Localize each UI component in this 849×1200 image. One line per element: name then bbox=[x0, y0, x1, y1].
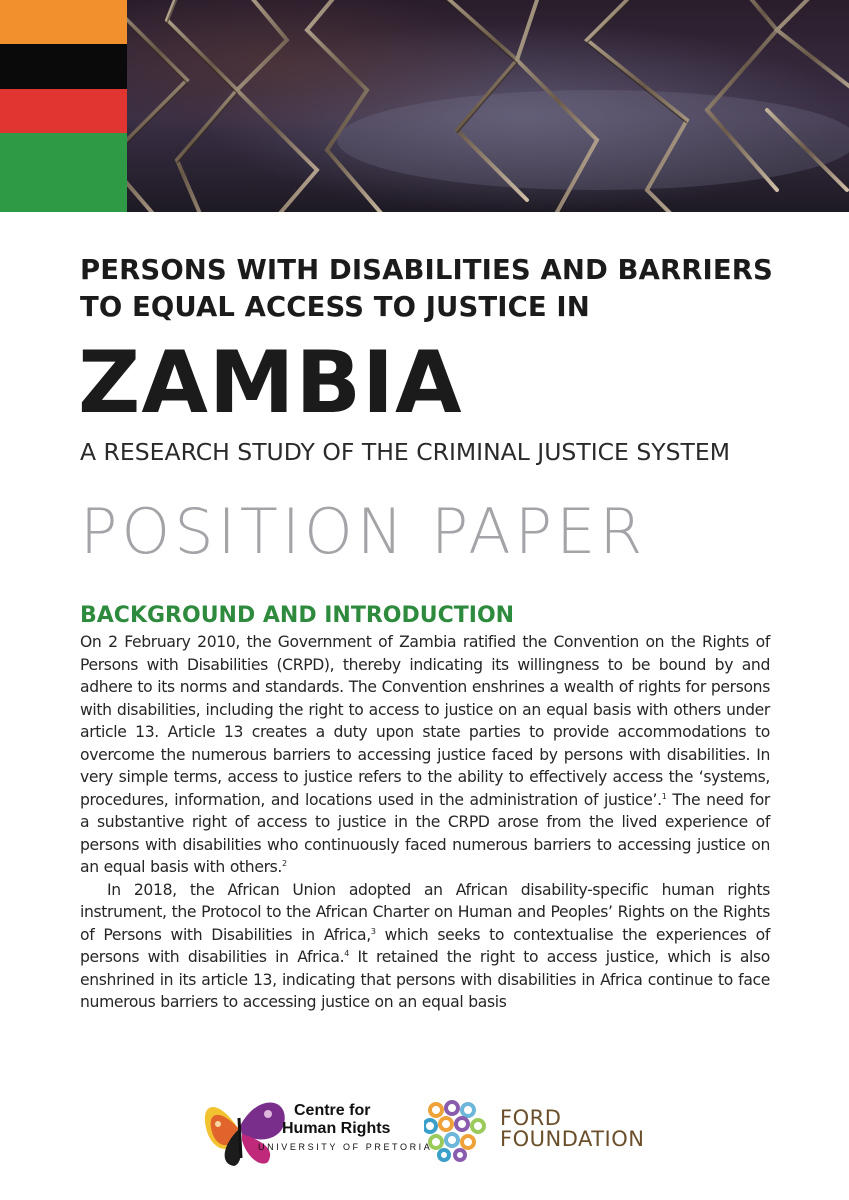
paragraph-2 bbox=[80, 879, 770, 1014]
ford-name-line-1: FORD bbox=[500, 1106, 562, 1130]
header-banner bbox=[0, 0, 849, 212]
ford-foundation-circles-icon bbox=[424, 1100, 488, 1162]
paragraph-2-text-b: which seeks to contextualise the experiences of persons with disabilities in Africa. bbox=[80, 925, 770, 966]
section-heading: BACKGROUND AND INTRODUCTION bbox=[80, 603, 515, 628]
chr-name-line-2: Human Rights bbox=[282, 1120, 391, 1137]
paragraph-1-text-a: On 2 February 2010, the Government of Zambia ratified the Convention on the Rights of Persons with Disabilities (CRPD), thereby indicating its willingness to be bound by and adhere to its norms and standards. The Convention enshrines a wealth of rights for persons with disabilities, including the right to access to justice on an equal basis with others under article 13. Article 13 creates a duty upon state parties to provide accommodations to overcome the numerous barriers to accessing justice faced by persons with disabilities. In very simple terms, access to justice refers to the ability to effectively access the ‘systems, procedures, information, and locations used in the administration of justice’. bbox=[80, 633, 770, 809]
paragraph-1-text-b: The need for a substantive right of access to justice in the CRPD arose from the lived experience of persons with disabilities who continuously faced numerous barriers to accessing justice on an equal basis with others. bbox=[80, 790, 770, 876]
chr-name-line-1: Centre for bbox=[294, 1102, 371, 1119]
title-country: ZAMBIA bbox=[78, 333, 463, 433]
flag-stripe-black bbox=[0, 44, 127, 89]
document-subtitle: A RESEARCH STUDY OF THE CRIMINAL JUSTICE SYSTEM bbox=[80, 438, 731, 466]
title-line-2: TO EQUAL ACCESS TO JUSTICE IN bbox=[80, 291, 590, 323]
chr-university: UNIVERSITY OF PRETORIA bbox=[258, 1142, 433, 1152]
flag-stripe-orange bbox=[0, 0, 127, 44]
zambia-flag-stripes bbox=[0, 0, 127, 212]
footnote-ref-2[interactable]: 2 bbox=[282, 859, 287, 868]
footnote-ref-3[interactable]: 3 bbox=[370, 926, 376, 936]
footnote-ref-1[interactable]: 1 bbox=[661, 791, 667, 801]
paragraph-2-text-c: It retained the right to access justice, which is also enshrined in its article 13, indicating that persons with disabilities in Africa continue to face numerous barriers to accessing justice on an equal basis bbox=[80, 948, 770, 1011]
footnote-ref-4[interactable]: 4 bbox=[344, 949, 349, 958]
paragraph-2-text-a: In 2018, the African Union adopted an African disability-specific human rights instrument, the Protocol to the African Charter on Human and Peoples’ Rights on the Rights of Persons with Disabilities in Africa, bbox=[80, 880, 770, 944]
flag-stripe-green bbox=[0, 133, 127, 212]
paragraph-1 bbox=[80, 631, 770, 879]
title-line-1: PERSONS WITH DISABILITIES AND BARRIERS bbox=[80, 254, 773, 286]
ford-name-line-2: FOUNDATION bbox=[500, 1127, 645, 1151]
section-body bbox=[80, 631, 770, 1014]
ford-foundation-logo bbox=[424, 1100, 674, 1162]
document-title bbox=[80, 252, 800, 326]
flag-stripe-red bbox=[0, 89, 127, 133]
fence-image bbox=[127, 0, 849, 212]
document-type-label: POSITION PAPER bbox=[80, 495, 647, 568]
centre-for-human-rights-logo bbox=[198, 1088, 433, 1168]
chain-link-fence-photo bbox=[127, 0, 849, 212]
